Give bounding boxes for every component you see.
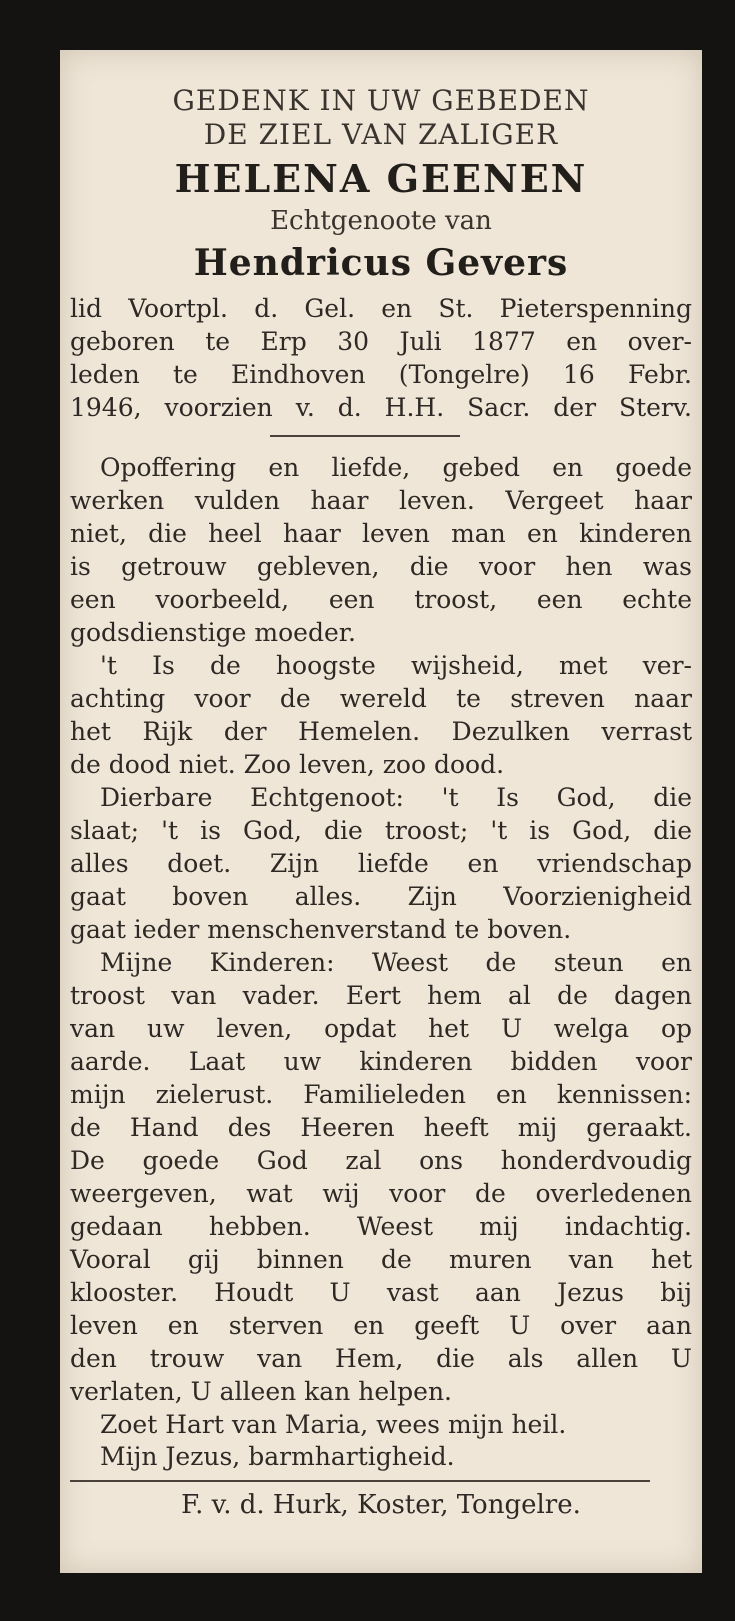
text-line: het Rijk der Hemelen. Dezulken verrast: [70, 717, 692, 746]
intro-line: geboren te Erp 30 Juli 1877 en over-: [70, 327, 692, 356]
text-line: Vooral gij binnen de muren van het: [70, 1245, 692, 1274]
text-line: is getrouw gebleven, die voor hen was: [70, 552, 692, 581]
text-line: weergeven, wat wij voor de overledenen: [70, 1179, 692, 1208]
text-line: godsdienstige moeder.: [70, 618, 356, 647]
card-paper: [60, 50, 702, 1573]
husband-name: Hendricus Gevers: [193, 242, 569, 284]
header-line-1: GEDENK IN UW GEBEDEN: [172, 84, 590, 117]
text-line: gaat boven alles. Zijn Voorzienigheid: [70, 882, 692, 911]
printer-credit: F. v. d. Hurk, Koster, Tongelre.: [181, 1490, 581, 1520]
text-line: werken vulden haar leven. Vergeet haar: [70, 486, 692, 515]
text-line: Dierbare Echtgenoot: 't Is God, die: [100, 783, 692, 812]
header-line-2: DE ZIEL VAN ZALIGER: [203, 118, 559, 151]
intro-line: lid Voortpl. d. Gel. en St. Pieterspenning: [70, 294, 692, 323]
text-line: 't Is de hoogste wijsheid, met ver-: [100, 651, 692, 680]
intro-line: leden te Eindhoven (Tongelre) 16 Febr.: [70, 360, 692, 389]
text-line: klooster. Houdt U vast aan Jezus bij: [70, 1278, 692, 1307]
divider-long: [70, 1480, 650, 1482]
intro-line: 1946, voorzien v. d. H.H. Sacr. der Sterv.: [70, 393, 692, 422]
text-line: Opoffering en liefde, gebed en goede: [100, 453, 692, 482]
text-line: van uw leven, opdat het U welga op: [70, 1014, 692, 1043]
text-line: niet, die heel haar leven man en kinderen: [70, 519, 692, 548]
text-line: troost van vader. Eert hem al de dagen: [70, 981, 692, 1010]
text-line: gedaan hebben. Weest mij indachtig.: [70, 1212, 692, 1241]
text-line: mijn zielerust. Familieleden en kennissen:: [70, 1080, 692, 1109]
text-line: Mijne Kinderen: Weest de steun en: [100, 948, 692, 977]
text-line: aarde. Laat uw kinderen bidden voor: [70, 1047, 692, 1076]
text-line: gaat ieder menschenverstand te boven.: [70, 915, 572, 944]
text-line: Zoet Hart van Maria, wees mijn heil.: [100, 1410, 567, 1439]
text-line: Mijn Jezus, barmhartigheid.: [100, 1442, 455, 1471]
relation-label: Echtgenoote van: [270, 206, 492, 236]
text-line: verlaten, U alleen kan helpen.: [70, 1377, 452, 1406]
text-line: achting voor de wereld te streven naar: [70, 684, 692, 713]
text-line: alles doet. Zijn liefde en vriendschap: [70, 849, 692, 878]
text-line: een voorbeeld, een troost, een echte: [70, 585, 692, 614]
text-line: De goede God zal ons honderdvoudig: [70, 1146, 692, 1175]
deceased-name: HELENA GEENEN: [174, 156, 588, 201]
text-line: de dood niet. Zoo leven, zoo dood.: [70, 750, 505, 779]
text-line: slaat; 't is God, die troost; 't is God, die: [70, 816, 692, 845]
text-line: leven en sterven en geeft U over aan: [70, 1311, 692, 1340]
divider-short: [270, 435, 460, 437]
text-line: de Hand des Heeren heeft mij geraakt.: [70, 1113, 692, 1142]
text-line: den trouw van Hem, die als allen U: [70, 1344, 692, 1373]
